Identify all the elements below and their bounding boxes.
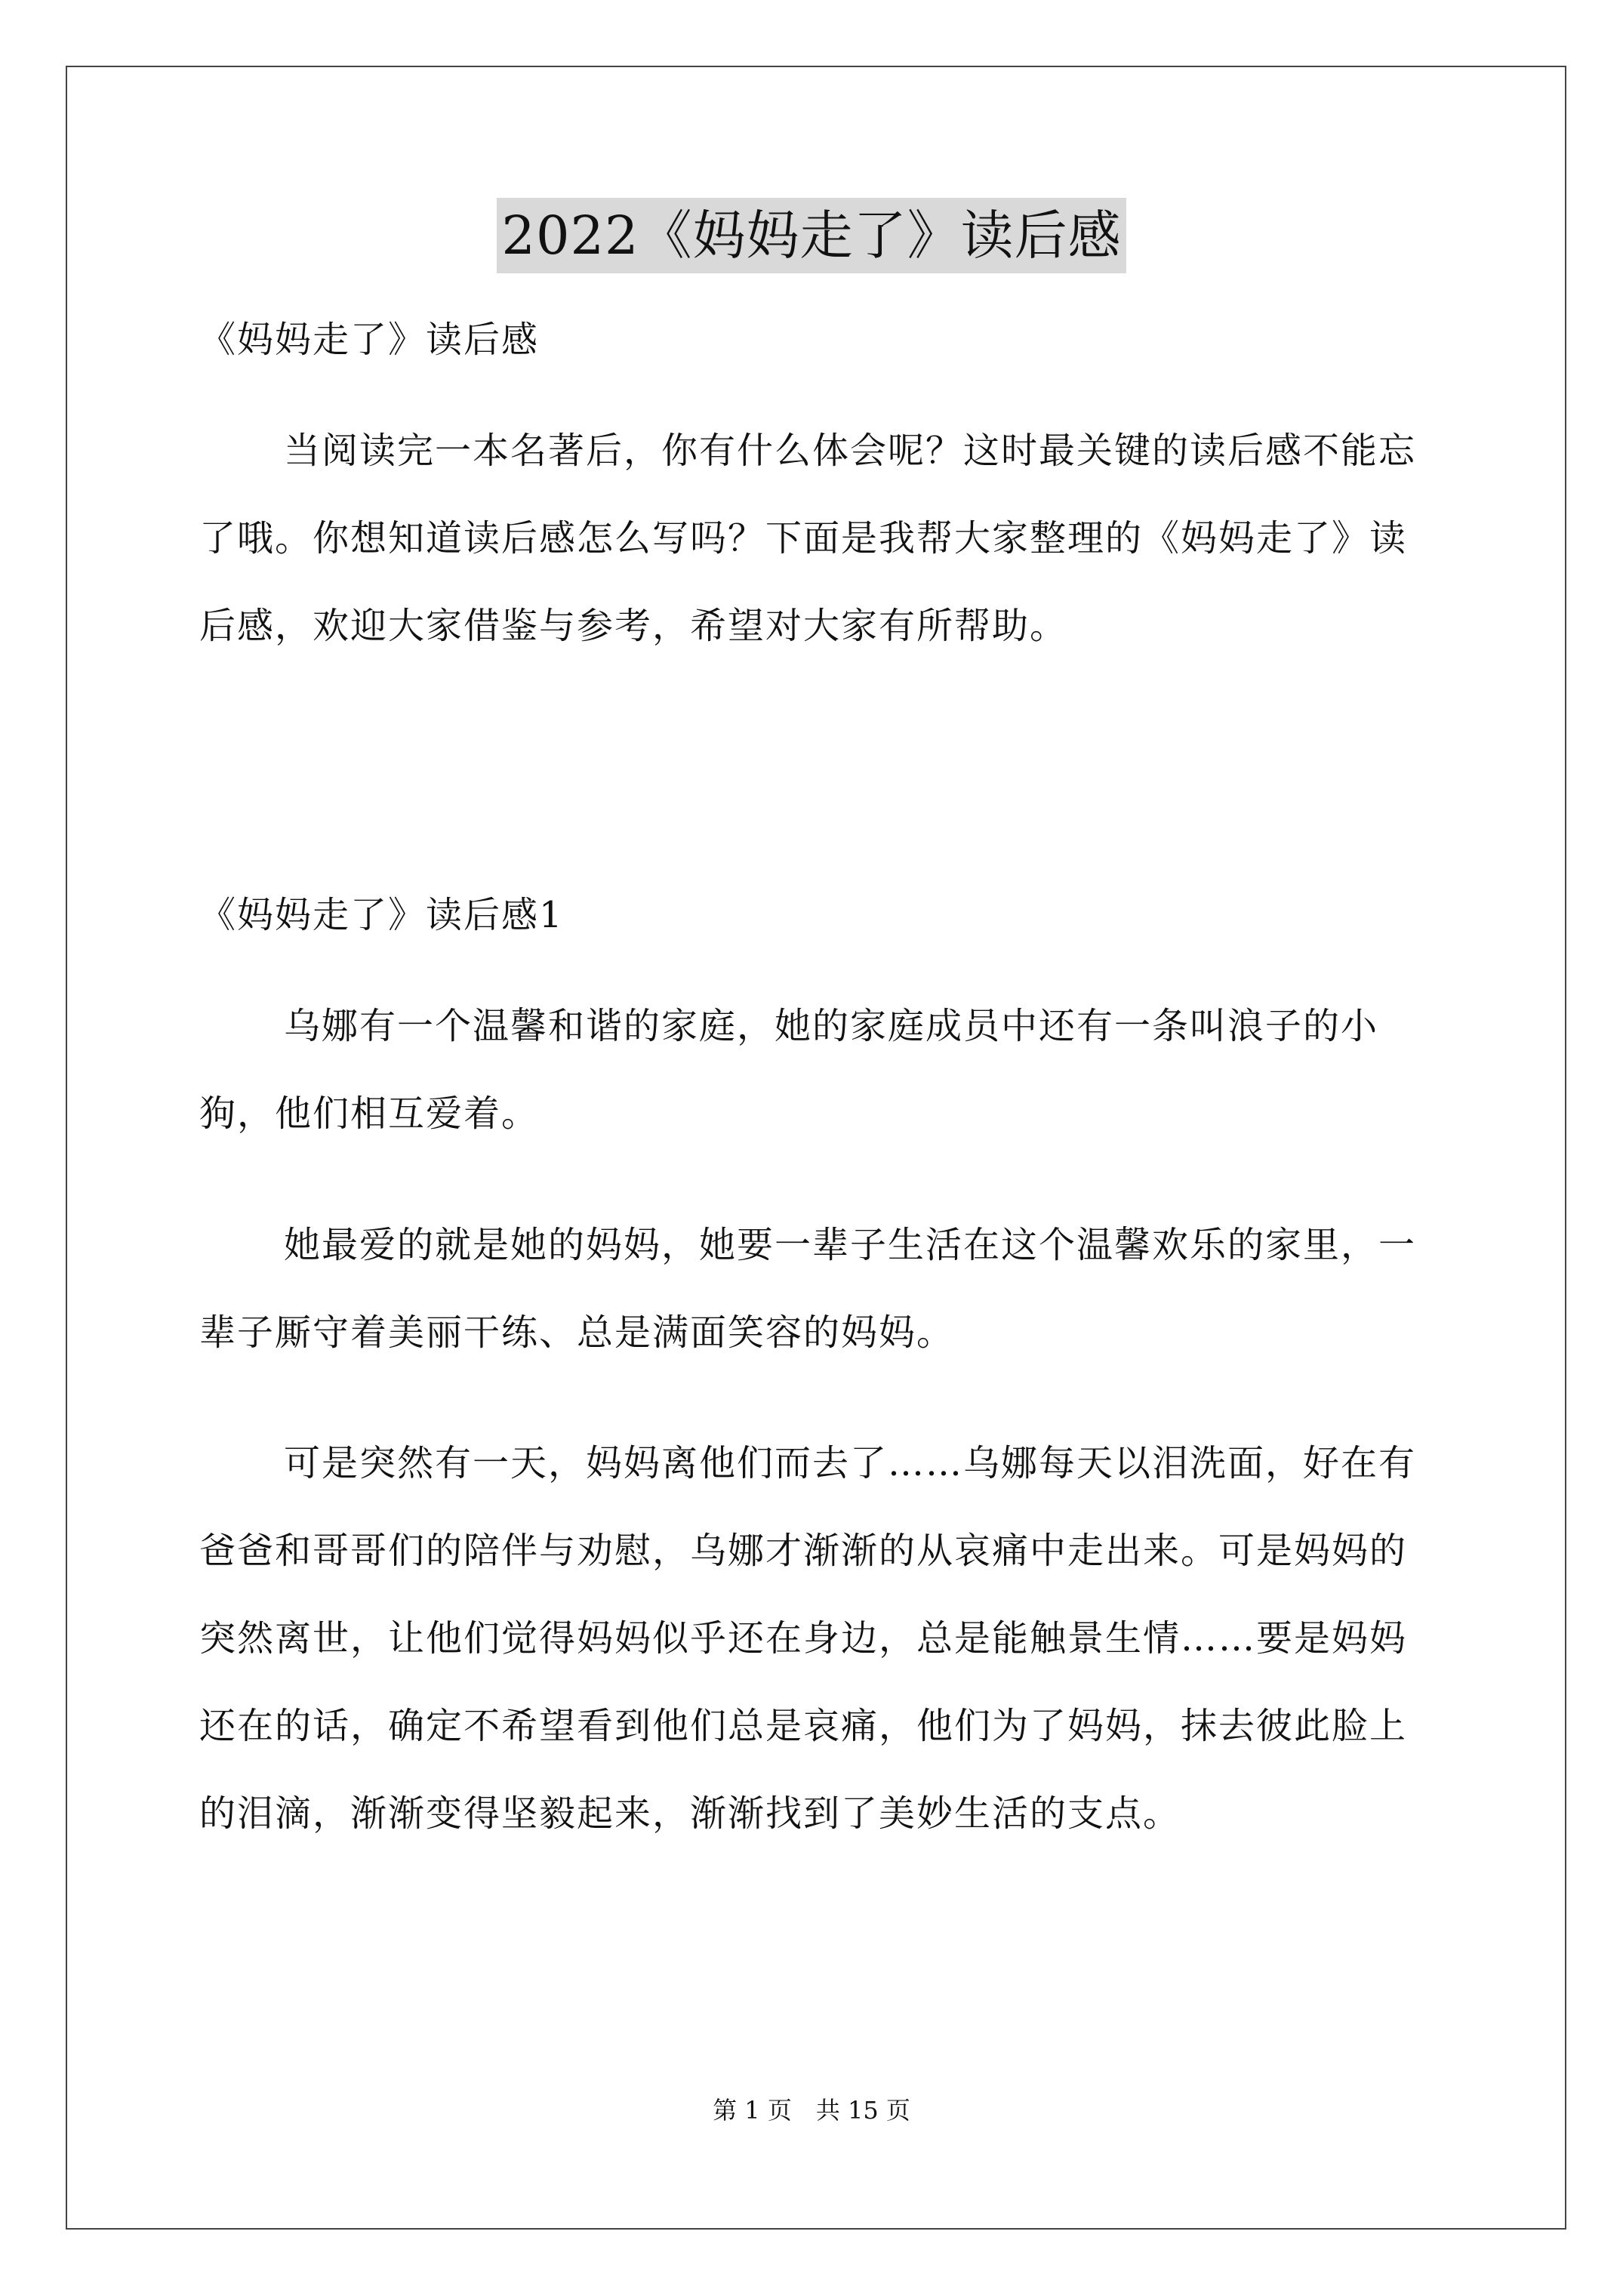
subtitle: 《妈妈走了》读后感 [199, 319, 540, 361]
page-footer: 第 1 页 共 15 页 [713, 2096, 910, 2125]
intro-paragraph: 当阅读完一本名著后，你有什么体会呢？这时最关键的读后感不能忘了哦。你想知道读后感怎么写吗？下面是我帮大家整理的《妈妈走了》读后感，欢迎大家借鉴与参考，希望对大家有所帮助。 [199, 430, 1417, 647]
paragraph-2: 她最爱的就是她的妈妈，她要一辈子生活在这个温馨欢乐的家里，一辈子厮守着美丽干练、总是满面笑容的妈妈。 [199, 1224, 1417, 1354]
title-container [0, 198, 1623, 273]
paragraph-1: 乌娜有一个温馨和谐的家庭，她的家庭成员中还有一条叫浪子的小狗，他们相互爱着。 [199, 1005, 1379, 1135]
paragraph-3: 可是突然有一天，妈妈离他们而去了……乌娜每天以泪洗面，好在有爸爸和哥哥们的陪伴与劝慰，乌娜才渐渐的从哀痛中走出来。可是妈妈的突然离世，让他们觉得妈妈似乎还在身边，总是能触景生情……要是妈妈还在的话，确定不希望看到他们总是哀痛，他们为了妈妈，抹去彼此脸上的泪滴，渐渐变得坚毅起来，渐渐找到了美妙生活的支点。 [199, 1442, 1417, 1835]
document-title: 2022《妈妈走了》读后感 [497, 198, 1126, 273]
section-heading: 《妈妈走了》读后感1 [199, 894, 564, 936]
